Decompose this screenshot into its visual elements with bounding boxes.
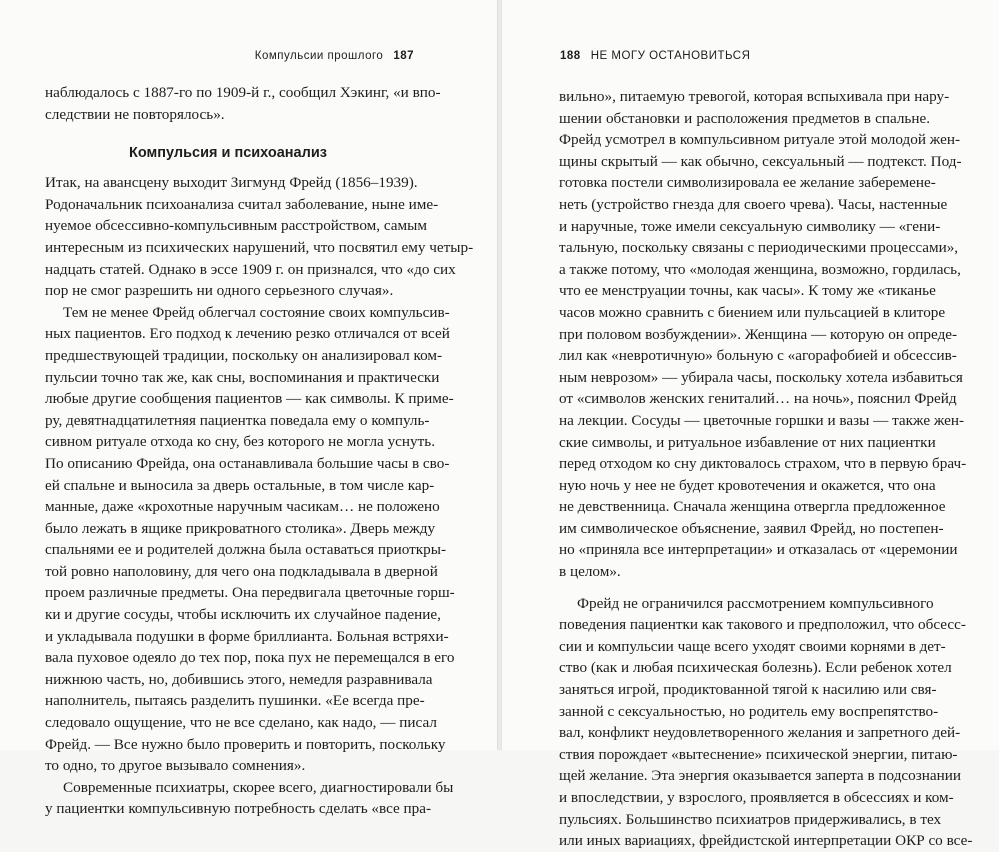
text-line: перед отходом ко сну диктовалось страхом, что в первую брач-	[559, 455, 967, 473]
text-line: следствии не повторялось».	[45, 105, 225, 123]
text-line: занной с сексуальностью, но родитель ему воспрепятство-	[559, 702, 939, 720]
text-line: ские символы, и ритуальное избавление от них пациентки	[559, 433, 936, 451]
paragraph	[45, 302, 455, 777]
text-line: и наручные, тоже имели сексуальную символику — «гени-	[559, 217, 941, 235]
text-line: манные, даже «крохотные наручным часикам… не положено	[45, 498, 440, 516]
text-line: Современные психиатры, скорее всего, диагностировали бы	[63, 778, 454, 796]
text-line: ки и другие сосуды, чтобы исключить их случайное падение,	[45, 606, 441, 624]
text-line: лил как «невротичную» больную с «агорафобией и обсессив-	[559, 347, 957, 365]
right-page	[502, 0, 999, 850]
text-line: и укладывала подушки в форме бриллианта. Больная встряхи-	[45, 627, 449, 645]
paragraph	[559, 593, 973, 852]
text-line: наблюдалось с 1887-го по 1909-й г., сообщил Хэкинг, «и впо-	[45, 84, 441, 101]
paragraph-gap	[559, 583, 930, 593]
text-line: нуемое обсессивно-компульсивным расстройством, самым	[45, 217, 427, 235]
text-line: ных пациентов. Его подход к лечению резко отличался от всей	[45, 325, 450, 343]
paragraph	[559, 86, 967, 583]
left-running-head-title: Компульсии прошлого	[254, 50, 384, 62]
text-line: надцать статей. Однако в эссе 1909 г. он признался, что «до сих	[45, 260, 456, 278]
text-line: вал, конфликт неудовлетворенного желания и запретного дей-	[559, 724, 961, 742]
right-running-head-title: НЕ МОГУ ОСТАНОВИТЬСЯ	[590, 50, 751, 62]
right-page-text	[559, 86, 973, 852]
text-line: не девственница. Сначала женщина отвергла предложенное	[559, 498, 946, 516]
text-line: щей желание. Эта энергия оказывается заперта в подсознании	[559, 767, 962, 785]
text-line: По описанию Фрейда, она останавливала большие часы в сво-	[45, 454, 450, 472]
text-line: заняться игрой, продиктованной тягой к насилию или свя-	[559, 681, 937, 699]
paragraph	[45, 172, 474, 302]
section-heading: Компульсия и психоанализ	[129, 145, 327, 162]
text-line: любые другие сообщения пациентов — как символы. К приме-	[45, 390, 454, 408]
left-page-text	[45, 82, 474, 820]
text-line: что ее менструации точны, как часы». К тому же «тиканье	[559, 282, 936, 300]
text-line: поведения пациентки как такового и предположил, что обсесс-	[559, 616, 966, 634]
right-running-head	[560, 50, 750, 62]
text-line: сивном ритуале отхода ко сну, без которого не могла уснуть.	[45, 433, 435, 451]
text-line: ей спальне и выносила за дверь остальные, в том числе кар-	[45, 476, 435, 494]
text-line: ру, девятнадцатилетняя пациентка поведала ему о компуль-	[45, 411, 430, 429]
text-line: то одно, то другое вызывало сомнения».	[45, 757, 306, 775]
text-line: Фрейд не ограничился рассмотрением компульсивного	[577, 594, 934, 612]
left-page	[0, 0, 497, 818]
text-line: неть (устройство гнезда для своего чрева). Часы, настенные	[559, 195, 948, 213]
text-line: проем различные предметы. Она передвигала цветочные горш-	[45, 584, 455, 602]
text-line: спальнями ее и родителей должна была оставаться приоткры-	[45, 541, 447, 559]
text-line: но «приняла все интерпретации» и отказалась от «церемонии	[559, 541, 958, 559]
text-line: или иных вариациях, фрейдистской интерпретации ОКР со все-	[559, 832, 973, 850]
text-line: Фрейд. — Все нужно было проверить и повторить, поскольку	[45, 735, 446, 753]
text-line: на лекции. Сосуды — цветочные горшки и вазы — также жен-	[559, 411, 965, 429]
text-line: у пациентки компульсивную потребность сделать «все пра-	[45, 800, 432, 818]
text-line: часов можно сравнить с биением или пульсацией в клиторе	[559, 303, 946, 321]
text-line: при половом возбуждении». Женщина — которую он опреде-	[559, 325, 958, 343]
text-line: вильно», питаемую тревогой, которая вспыхивала при нару-	[559, 88, 950, 105]
text-line: пульсиях. Большинство психиатров придерживались, в тех	[559, 810, 942, 828]
text-line: и впоследствии, у взрослого, проявляется в обсессиях и ком-	[559, 789, 954, 806]
text-line: той ровно наполовину, для чего она подкладывала в дверной	[45, 562, 438, 580]
paragraph	[45, 777, 454, 820]
paragraph	[45, 82, 441, 125]
right-page-number: 188	[560, 50, 581, 62]
text-line: вала пуховое одеяло до тех пор, пока пух не перемещался в его	[45, 649, 455, 667]
text-line: сии и компульсии чаще всего уходят своими корнями в дет-	[559, 637, 946, 655]
text-line: ным неврозом» — убирала часы, поскольку хотела избавиться	[559, 368, 963, 386]
text-line: готовка постели символизировала ее желание заберемене-	[559, 174, 936, 192]
text-line: пор не смог разрешить ни одного серьезного случая».	[45, 282, 394, 300]
text-line: Итак, на авансцену выходит Зигмунд Фрейд (1856–1939).	[45, 174, 418, 192]
text-line: Родоначальник психоанализа считал заболевание, ныне име-	[45, 195, 439, 213]
text-line: от «символов женских гениталий… на ночь», пояснил Фрейд	[559, 390, 957, 408]
text-line: следовало ощущение, что не все сделано, как надо, — писал	[45, 714, 437, 732]
text-line: предшествующей традиции, поскольку он анализировал ком-	[45, 346, 443, 364]
text-line: пульсии точно так же, как сны, воспоминания и практически	[45, 368, 440, 386]
text-line: щины скрытый — как обычно, сексуальный — подтекст. Под-	[559, 152, 962, 170]
text-line: а также потому, что «молодая женщина, возможно, гордилась,	[559, 260, 961, 278]
text-line: наполнитель, пытаясь разделить пушинки. «Ее всегда пре-	[45, 692, 425, 710]
text-line: тальную, поскольку связаны с периодическими процессами»,	[559, 239, 959, 257]
text-line: шении обстановки и расположения предметов в спальне.	[559, 109, 930, 127]
text-line: было лежать в ящике прикроватного столика». Дверь между	[45, 519, 436, 537]
text-line: ство (как и любая психическая болезнь). Если ребенок хотел	[559, 659, 952, 677]
left-running-head	[255, 50, 414, 62]
text-line: интересным из психических нарушений, что посвятил ему четыр-	[45, 238, 474, 256]
text-line: нижнюю часть, но, добившись этого, немедля разравнивала	[45, 670, 433, 688]
text-line: им символическое объяснение, заявил Фрейд, но постепен-	[559, 519, 944, 537]
left-page-number: 187	[393, 50, 414, 62]
text-line: Фрейд усмотрел в компульсивном ритуале этой молодой жен-	[559, 131, 961, 149]
text-line: Тем не менее Фрейд облегчал состояние своих компульсив-	[63, 303, 450, 321]
text-line: ствия порождает «вытеснение» психической энергии, питаю-	[559, 745, 958, 763]
text-line: ную ночь у нее не будет кровотечения и окажется, что она	[559, 476, 936, 494]
text-line: в целом».	[559, 563, 621, 581]
